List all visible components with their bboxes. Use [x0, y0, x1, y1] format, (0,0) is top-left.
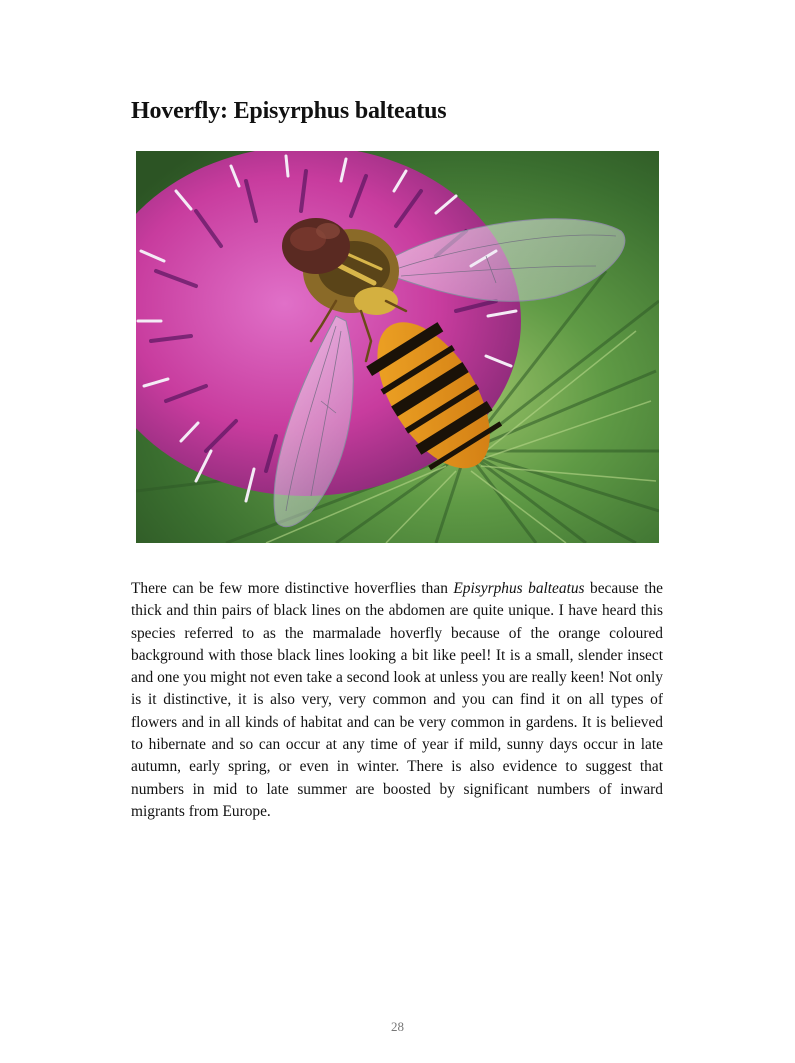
page-number: 28 [391, 1019, 404, 1034]
page-title: Hoverfly: Episyrphus balteatus [131, 98, 447, 124]
hoverfly-photo [136, 151, 659, 543]
body-paragraph [131, 578, 663, 823]
body-rest: because the thick and thin pairs of black lines on the abdomen are quite unique. I have heard this species referred to as the marmalade hoverfly because of the orange coloured background with those black lines looking a bit like peel! It is a small, slender insect and one you might not even take a second look at unless you are really keen! Not only is it distinctive, it is also very, very common and you can find it on all types of flowers and in all kinds of habitat and can be very common in gardens. It is believed to hibernate and so can occur at any time of year if mild, sunny days occur in late autumn, early spring, or even in winter. There is also evidence to suggest that numbers in mid to late summer are boosted by significant numbers of inward migrants from Europe. [131, 580, 664, 820]
body-intro: There can be few more distinctive hoverflies than [131, 580, 454, 597]
species-name: Episyrphus balteatus [453, 580, 585, 597]
